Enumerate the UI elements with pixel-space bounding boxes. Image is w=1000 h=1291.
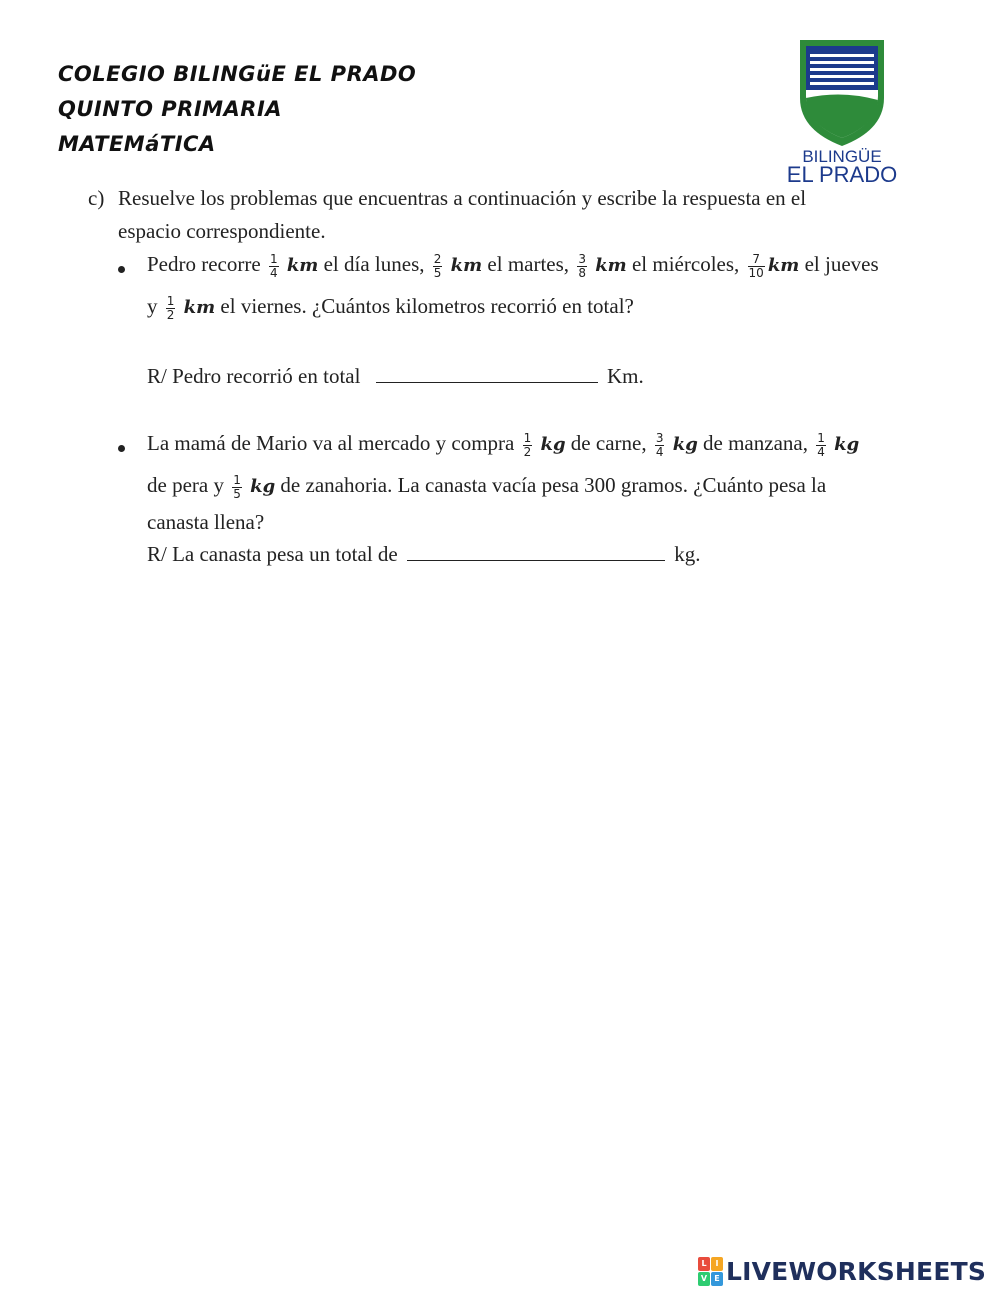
school-name: COLEGIO BILINGüE EL PRADO bbox=[58, 62, 417, 86]
instruction-line2: espacio correspondiente. bbox=[118, 219, 326, 243]
problem2-line3: canasta llena? bbox=[147, 510, 265, 534]
instruction-line1: Resuelve los problemas que encuentras a continuación y escribe la respuesta en el bbox=[118, 186, 807, 210]
problem2-line1: La mamá de Mario va al mercado y compra $\frac{1}{2}$ kg de carne, $\frac{3}{4}$ kg de manzana, $\frac{1}{4}$ kg bbox=[147, 430, 860, 459]
fraction: $\frac{3}{4}$ bbox=[655, 430, 664, 459]
liveworksheets-logo bbox=[698, 1256, 986, 1286]
logo-line2: EL PRADO bbox=[786, 162, 898, 186]
fraction: $\frac{2}{5}$ bbox=[433, 251, 442, 280]
instruction-marker: c) bbox=[88, 186, 105, 210]
fraction: $\frac{1}{2}$ bbox=[523, 430, 532, 459]
fraction: $\frac{7}{10}$ bbox=[748, 251, 764, 280]
problem1-line1: Pedro recorre $\frac{1}{4}$ km el día lunes, $\frac{2}{5}$ km el martes, $\frac{3}{8}$ km el miércoles, $\frac{7}{10}$ km el jueves bbox=[147, 251, 879, 280]
liveworksheets-icon: L I V E bbox=[698, 1257, 722, 1285]
subject-label: MATEMáTICA bbox=[58, 132, 216, 156]
problem2-answer: R/ La canasta pesa un total de kg. bbox=[147, 542, 701, 566]
answer-blank-1[interactable] bbox=[376, 381, 598, 383]
liveworksheets-text: LIVEWORKSHEETS bbox=[726, 1256, 987, 1286]
problem2-line2: de pera y $\frac{1}{5}$ kg de zanahoria. La canasta vacía pesa 300 gramos. ¿Cuánto pesa la bbox=[147, 472, 827, 501]
logo-line1: BILINGÜE bbox=[802, 147, 882, 166]
fraction: $\frac{1}{4}$ bbox=[269, 251, 278, 280]
fraction: $\frac{1}{2}$ bbox=[166, 293, 175, 322]
bullet-1 bbox=[118, 266, 125, 273]
fraction: $\frac{1}{4}$ bbox=[817, 430, 825, 459]
problem1-answer: R/ Pedro recorrió en total Km. bbox=[147, 364, 644, 388]
fraction: $\frac{3}{8}$ bbox=[578, 251, 586, 280]
problem1-line2: y $\frac{1}{2}$ km el viernes. ¿Cuántos kilometros recorrió en total? bbox=[147, 293, 634, 322]
answer-blank-2[interactable] bbox=[407, 559, 665, 561]
fraction: $\frac{1}{5}$ bbox=[233, 472, 241, 501]
grade-label: QUINTO PRIMARIA bbox=[58, 97, 283, 121]
bullet-2 bbox=[118, 445, 125, 452]
school-logo bbox=[760, 34, 920, 186]
